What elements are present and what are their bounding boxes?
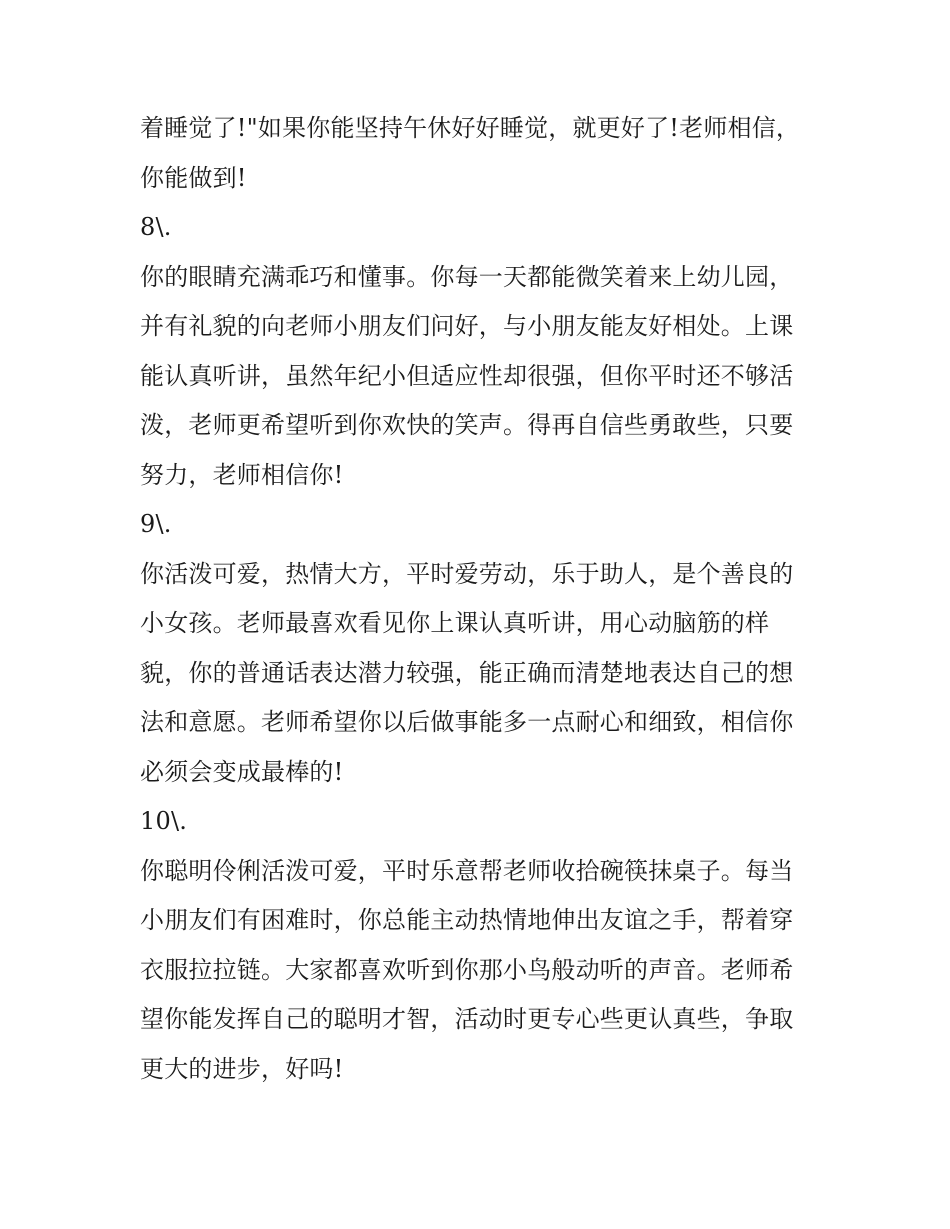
text-line: 望你能发挥自己的聪明才智，活动时更专心些更认真些，争取: [140, 1005, 794, 1033]
text-line: 你活泼可爱，热情大方，平时爱劳动，乐于助人，是个善良的: [140, 559, 794, 588]
text-line: 必须会变成最棒的!: [140, 757, 344, 786]
text-line: 貌，你的普通话表达潜力较强，能正确而清楚地表达自己的想: [140, 658, 794, 687]
document-page: [140, 104, 820, 1094]
text-line: 你的眼睛充满乖巧和懂事。你每一天都能微笑着来上幼儿园，: [140, 262, 794, 291]
text-line: 衣服拉拉链。大家都喜欢听到你那小鸟般动听的声音。老师希: [140, 955, 794, 984]
section-number: 10\.: [140, 807, 188, 835]
text-line: 并有礼貌的向老师小朋友们问好，与小朋友能友好相处。上课: [140, 312, 794, 340]
text-line: 小朋友们有困难时，你总能主动热情地伸出友谊之手，帮着穿: [140, 906, 794, 934]
section-number: 9\.: [140, 510, 172, 538]
text-line: 法和意愿。老师希望你以后做事能多一点耐心和细致，相信你: [140, 708, 794, 736]
text-line: 小女孩。老师最喜欢看见你上课认真听讲，用心动脑筋的样: [140, 609, 770, 637]
text-line: 泼，老师更希望听到你欢快的笑声。得再自信些勇敢些，只要: [140, 411, 794, 439]
text-line: 努力，老师相信你!: [140, 460, 344, 489]
text-line: 你能做到!: [140, 163, 247, 192]
text-line: 着睡觉了!"如果你能坚持午休好好睡觉，就更好了!老师相信，: [140, 114, 801, 142]
text-line: 更大的进步，好吗!: [140, 1054, 344, 1083]
section-number: 8\.: [140, 213, 172, 241]
text-line: 你聪明伶俐活泼可爱，平时乐意帮老师收拾碗筷抹桌子。每当: [140, 856, 794, 885]
text-line: 能认真听讲，虽然年纪小但适应性却很强，但你平时还不够活: [140, 361, 794, 390]
